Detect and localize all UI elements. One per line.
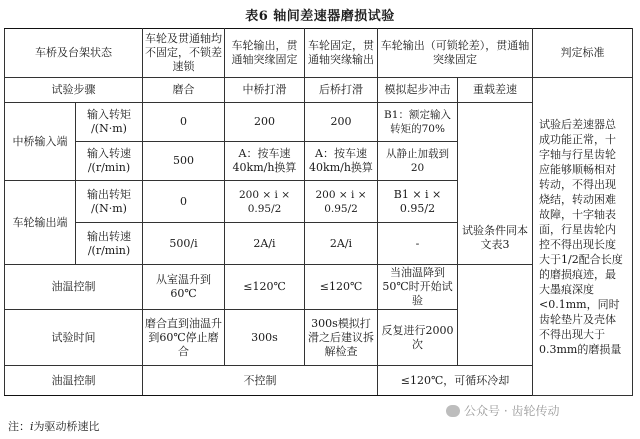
wheel-speed-2: 2A/i (225, 223, 305, 265)
step-5: 重载差速 (458, 78, 533, 103)
step-3: 后桥打滑 (305, 78, 378, 103)
header-col4: 车轮输出（可锁轮差），贯通轴突缘固定 (378, 29, 533, 78)
mid-torque-2: 200 (225, 103, 305, 142)
mid-speed-3: A：按车速40km/h换算 (305, 142, 378, 181)
test-time-2: 300s (225, 310, 305, 366)
wheel-speed-4: - (378, 223, 458, 265)
oil-control-2: ≤120℃ (225, 265, 305, 310)
mid-speed-label: 输入转速 /(r/min) (76, 142, 143, 181)
oil-control-1: 从室温升到60℃ (143, 265, 225, 310)
header-col1: 车轮及贯通轴均不固定，不锁差速锁 (143, 29, 225, 78)
mid-speed-4: 从静止加载到20 (378, 142, 458, 181)
table-caption: 表6 轴间差速器磨损试验 (245, 9, 395, 24)
oil-control2-label: 油温控制 (5, 366, 143, 396)
header-col2: 车轮输出，贯通轴突缘固定 (225, 29, 305, 78)
mid-speed-2: A：按车速40km/h换算 (225, 142, 305, 181)
header-row (5, 29, 633, 78)
mid-torque-3: 200 (305, 103, 378, 142)
steps-label: 试验步骤 (5, 78, 143, 103)
test-time-1: 磨合直到油温升到60℃停止磨合 (143, 310, 225, 366)
wheel-speed-3: 2A/i (305, 223, 378, 265)
mid-torque-1: 0 (143, 103, 225, 142)
step-1: 磨合 (143, 78, 225, 103)
test-time-3: 300s模拟打滑之后建议拆解检查 (305, 310, 378, 366)
oil-control2-2: ≤120℃，可循环冷却 (378, 366, 533, 396)
oil-control-label: 油温控制 (5, 265, 143, 310)
heavy-diff-blank (458, 265, 533, 366)
wheel-output-group: 车轮输出端 (5, 181, 76, 265)
state-label: 车桥及台架状态 (5, 29, 143, 78)
test-time-4: 反复进行2000次 (378, 310, 458, 366)
wheel-torque-label: 输出转矩 /(N·m) (76, 181, 143, 223)
wheel-torque-4: B1 × i × 0.95/2 (378, 181, 458, 223)
heavy-diff-cell: 试验条件同本文表3 (458, 103, 533, 265)
header-criteria: 判定标准 (533, 29, 633, 78)
oil-control-4: 当油温降到50℃时开始试验 (378, 265, 458, 310)
mid-torque-label: 输入转矩 /(N·m) (76, 103, 143, 142)
note-text: 为驱动桥速比 (33, 420, 100, 433)
wheel-torque-2: 200 × i × 0.95/2 (225, 181, 305, 223)
wheel-speed-label: 输出转速 /(r/min) (76, 223, 143, 265)
wechat-icon (446, 405, 460, 417)
mid-torque-4: B1：额定输入转矩的70% (378, 103, 458, 142)
wheel-torque-1: 0 (143, 181, 225, 223)
test-time-label: 试验时间 (5, 310, 143, 366)
step-2: 中桥打滑 (225, 78, 305, 103)
table-note (8, 418, 100, 434)
oil-control-3: ≤120℃ (305, 265, 378, 310)
wheel-torque-3: 200 × i × 0.95/2 (305, 181, 378, 223)
wheel-speed-1: 500/i (143, 223, 225, 265)
watermark (446, 402, 559, 419)
steps-row (5, 78, 633, 103)
mid-input-group: 中桥输入端 (5, 103, 76, 181)
differential-wear-test-table (4, 28, 633, 396)
step-4: 模拟起步冲击 (378, 78, 458, 103)
mid-speed-1: 500 (143, 142, 225, 181)
header-col3: 车轮固定，贯通轴突缘输出 (305, 29, 378, 78)
oil-control2-1: 不控制 (143, 366, 378, 396)
note-prefix: 注： (8, 420, 30, 433)
watermark-text: 公众号 · 齿轮传动 (464, 404, 560, 418)
criteria-cell: 试验后差速器总成功能正常，十字轴与行星齿轮应能够顺畅相对转动，不得出现烧结，转动困难故障，十字轴表面，行星齿轮内控不得出现长度大于1/2配合长度的磨损痕迹，最大墨痕深度<0.1mm，同时齿轮垫片及壳体不得出现大于0.3mm的磨损量 (533, 78, 633, 396)
note-variable: i (30, 420, 34, 433)
